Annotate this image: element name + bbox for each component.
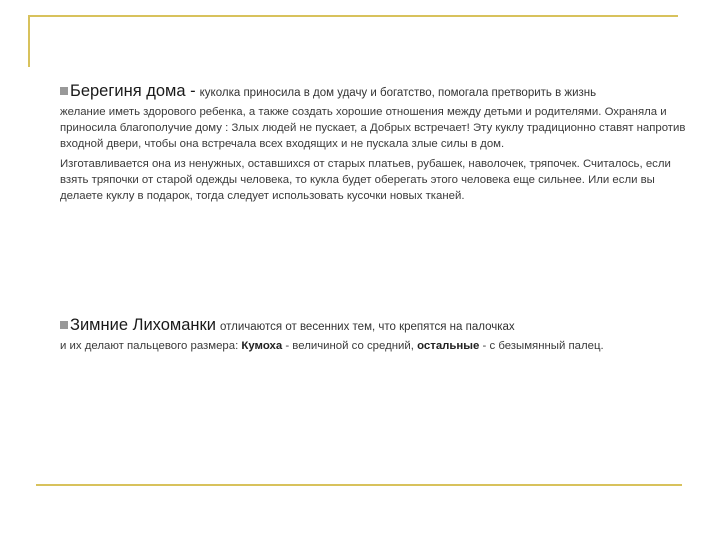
square-bullet-icon bbox=[60, 87, 68, 95]
paragraph-text: - величиной со средний, bbox=[282, 340, 418, 352]
square-bullet-icon bbox=[60, 321, 68, 329]
section-intro-text: отличаются от весенних тем, что крепятся на палочках bbox=[219, 321, 515, 333]
left-frame-line bbox=[28, 15, 30, 67]
kumokha-term: Кумоха bbox=[241, 340, 283, 352]
top-frame-line bbox=[28, 15, 678, 17]
section-heading-line bbox=[60, 316, 700, 335]
section-heading-line bbox=[60, 82, 700, 101]
bottom-frame-line bbox=[36, 484, 682, 486]
paragraph-text: и их делают пальцевого размера: bbox=[60, 340, 242, 352]
section-paragraph bbox=[60, 338, 700, 354]
paragraph-text: - с безымянный палец. bbox=[479, 340, 604, 352]
section-likhomanki bbox=[60, 316, 700, 354]
section-intro-text: куколка приносила в дом удачу и богатство, помогала претворить в жизнь bbox=[199, 87, 597, 99]
ostalnye-term: остальные bbox=[417, 340, 480, 352]
section-title: Зимние Лихоманки bbox=[70, 316, 216, 334]
section-paragraph: Изготавливается она из ненужных, оставшихся от старых платьев, рубашек, наволочек, тряпочек. Считалось, если взять тряпочки от старой одежды человека, то кукла будет оберегать этого человека еще сильнее. Или если вы делаете куклу в подарок, тогда следует использовать кусочки новых тканей. bbox=[60, 158, 671, 202]
section-paragraph: желание иметь здорового ребенка, а также создать хорошие отношения между детьми и родителями. Охраняла и приносила благополучие дому : Злых людей не пускает, а Добрых встречает! Эту куклу традиционно ставят напротив входной двери, чтобы она встречала всех входящих и не пускала злые силы в дом. bbox=[60, 106, 686, 150]
section-bereginya bbox=[60, 82, 700, 204]
section-title: Берегиня дома - bbox=[70, 82, 196, 100]
